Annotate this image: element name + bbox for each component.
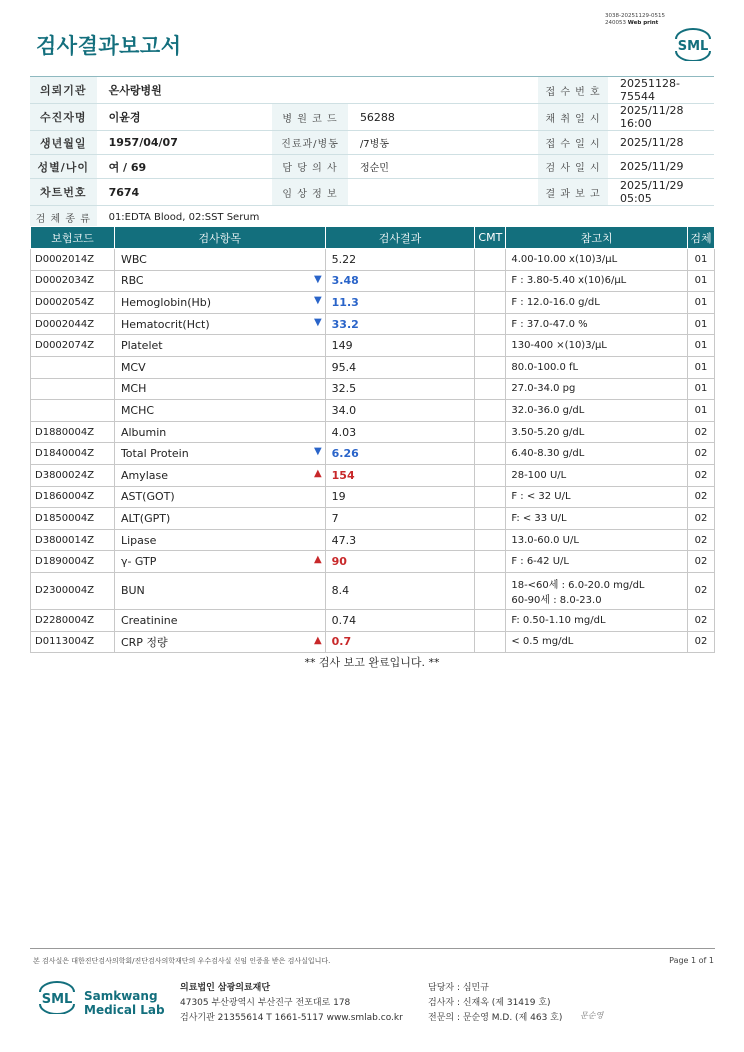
cell-result: 34.0 bbox=[325, 400, 475, 422]
cell-result: 154 bbox=[325, 464, 475, 486]
institution-info bbox=[180, 981, 403, 1026]
cell-cmt bbox=[475, 421, 506, 443]
low-flag-icon: ▼ bbox=[313, 316, 322, 328]
cell-specimen: 02 bbox=[688, 421, 715, 443]
cell-ref bbox=[506, 551, 688, 573]
col-header-result: 검사결과 bbox=[325, 227, 475, 249]
cell-item bbox=[114, 292, 325, 314]
cell-ref bbox=[506, 609, 688, 631]
table-row bbox=[31, 292, 715, 314]
cell-ref bbox=[506, 443, 688, 465]
cell-cmt bbox=[475, 631, 506, 653]
print-code bbox=[605, 13, 665, 27]
high-flag-icon: ▲ bbox=[313, 634, 322, 646]
cell-code: D2280004Z bbox=[31, 609, 115, 631]
value-receipt-no: 20251128-75544 bbox=[608, 77, 714, 104]
table-row bbox=[31, 443, 715, 465]
ref-line1: F : 6-42 U/L bbox=[511, 556, 569, 568]
item-name: RBC bbox=[120, 274, 144, 288]
cell-ref bbox=[506, 249, 688, 271]
staff-tester: 검사자 : 신재옥 (제 31419 호) bbox=[428, 998, 551, 1008]
table-row bbox=[31, 400, 715, 422]
cell-item bbox=[114, 249, 325, 271]
cell-code bbox=[31, 400, 115, 422]
cell-cmt bbox=[475, 270, 506, 292]
ref-line1: F: 0.50-1.10 mg/dL bbox=[511, 614, 606, 626]
ref-line1: F: < 33 U/L bbox=[511, 512, 567, 524]
cell-cmt bbox=[475, 313, 506, 335]
table-row bbox=[31, 551, 715, 573]
item-name: BUN bbox=[120, 584, 145, 598]
item-name: Total Protein bbox=[120, 447, 189, 461]
cell-ref bbox=[506, 631, 688, 653]
cell-code: D1880004Z bbox=[31, 421, 115, 443]
label-receipt-no: 접 수 번 호 bbox=[538, 77, 608, 104]
cell-ref bbox=[506, 421, 688, 443]
cell-specimen: 02 bbox=[688, 551, 715, 573]
value-dept: /7병동 bbox=[348, 131, 482, 155]
sml-logo bbox=[672, 27, 714, 61]
item-name: MCV bbox=[120, 360, 146, 374]
cell-result: 0.7 bbox=[325, 631, 475, 653]
cell-code: D2300004Z bbox=[31, 572, 115, 609]
cell-specimen: 01 bbox=[688, 249, 715, 271]
brand-line1: Samkwang bbox=[84, 989, 158, 1003]
footer-sml-logo bbox=[36, 980, 78, 1014]
cell-specimen: 01 bbox=[688, 270, 715, 292]
cell-code: D1890004Z bbox=[31, 551, 115, 573]
patient-info-table bbox=[30, 76, 714, 230]
logo-text: SML bbox=[677, 39, 709, 54]
cell-code bbox=[31, 378, 115, 400]
item-name: Lipase bbox=[120, 533, 157, 547]
ref-line1: 32.0-36.0 g/dL bbox=[511, 404, 585, 416]
item-name: ALT(GPT) bbox=[120, 511, 171, 525]
cell-item bbox=[114, 378, 325, 400]
cell-item bbox=[114, 508, 325, 530]
cell-result: 33.2 bbox=[325, 313, 475, 335]
ref-line1: F : < 32 U/L bbox=[511, 491, 571, 503]
institution-contact: 검사기관 21355614 T 1661-5117 www.smlab.co.kr bbox=[180, 1013, 403, 1023]
ref-line2: 60-90세 : 8.0-23.0 bbox=[511, 594, 602, 606]
footer-brand bbox=[84, 989, 165, 1017]
item-name: AST(GOT) bbox=[120, 490, 175, 504]
cell-cmt bbox=[475, 378, 506, 400]
cell-result: 8.4 bbox=[325, 572, 475, 609]
table-row bbox=[31, 378, 715, 400]
item-name: γ- GTP bbox=[120, 555, 157, 569]
cell-cmt bbox=[475, 551, 506, 573]
cell-item bbox=[114, 464, 325, 486]
institution-address: 47305 부산광역시 부산진구 전포대로 178 bbox=[180, 998, 351, 1008]
table-row bbox=[31, 249, 715, 271]
label-collect-date: 채 취 일 시 bbox=[538, 104, 608, 131]
col-header-item: 검사항목 bbox=[114, 227, 325, 249]
col-header-cmt: CMT bbox=[475, 227, 506, 249]
cell-result: 11.3 bbox=[325, 292, 475, 314]
print-code-line1: 3038-20251129-0515 bbox=[605, 13, 665, 19]
label-birth: 생년월일 bbox=[30, 131, 97, 155]
cell-cmt bbox=[475, 486, 506, 508]
cell-specimen: 01 bbox=[688, 335, 715, 357]
col-header-ref: 참고치 bbox=[506, 227, 688, 249]
signature: 문순영 bbox=[580, 1011, 604, 1020]
cell-ref bbox=[506, 464, 688, 486]
col-header-specimen: 검체 bbox=[688, 227, 715, 249]
report-title: 검사결과보고서 bbox=[36, 34, 182, 58]
cell-cmt bbox=[475, 508, 506, 530]
brand-line2: Medical Lab bbox=[84, 1003, 165, 1017]
label-test-date: 검 사 일 시 bbox=[538, 155, 608, 179]
high-flag-icon: ▲ bbox=[313, 554, 322, 566]
cell-ref bbox=[506, 270, 688, 292]
item-name: MCHC bbox=[120, 403, 155, 417]
cell-code: D1860004Z bbox=[31, 486, 115, 508]
label-report-date: 결 과 보 고 bbox=[538, 179, 608, 206]
cell-cmt bbox=[475, 335, 506, 357]
cell-item bbox=[114, 421, 325, 443]
ref-line1: F : 37.0-47.0 % bbox=[511, 318, 588, 330]
cell-specimen: 02 bbox=[688, 508, 715, 530]
ref-line1: 13.0-60.0 U/L bbox=[511, 534, 579, 546]
cell-code: D0113004Z bbox=[31, 631, 115, 653]
cell-ref bbox=[506, 486, 688, 508]
cell-result: 19 bbox=[325, 486, 475, 508]
cell-cmt bbox=[475, 292, 506, 314]
label-clinical: 임 상 정 보 bbox=[272, 179, 348, 206]
cell-result: 3.48 bbox=[325, 270, 475, 292]
table-row bbox=[31, 609, 715, 631]
cell-code: D0002054Z bbox=[31, 292, 115, 314]
cell-code: D0002014Z bbox=[31, 249, 115, 271]
staff-in-charge: 담당자 : 심민규 bbox=[428, 983, 489, 993]
cell-ref bbox=[506, 356, 688, 378]
cell-code: D1840004Z bbox=[31, 443, 115, 465]
value-patient: 이윤경 bbox=[97, 104, 273, 131]
table-row bbox=[31, 313, 715, 335]
cell-item bbox=[114, 529, 325, 551]
cell-specimen: 02 bbox=[688, 609, 715, 631]
table-row bbox=[31, 486, 715, 508]
value-hospital: 온사랑병원 bbox=[97, 77, 482, 104]
label-hospital: 의뢰기관 bbox=[30, 77, 97, 104]
label-specimen: 검 체 종 류 bbox=[30, 206, 97, 230]
cell-result: 90 bbox=[325, 551, 475, 573]
label-receipt-date: 접 수 일 시 bbox=[538, 131, 608, 155]
item-name: CRP 정량 bbox=[120, 635, 168, 649]
cell-cmt bbox=[475, 572, 506, 609]
cell-cmt bbox=[475, 356, 506, 378]
cell-code: D1850004Z bbox=[31, 508, 115, 530]
cell-item bbox=[114, 335, 325, 357]
cell-result: 47.3 bbox=[325, 529, 475, 551]
cell-ref bbox=[506, 313, 688, 335]
cell-item bbox=[114, 631, 325, 653]
cell-result: 7 bbox=[325, 508, 475, 530]
ref-line1: 6.40-8.30 g/dL bbox=[511, 448, 585, 460]
cell-result: 4.03 bbox=[325, 421, 475, 443]
cell-item bbox=[114, 572, 325, 609]
ref-line1: 4.00-10.00 x(10)3/μL bbox=[511, 253, 618, 265]
cell-ref bbox=[506, 529, 688, 551]
accreditation-note: 본 검사실은 대한진단검사의학회/진단검사의학재단의 우수검사실 신임 인증을 받은 검사실입니다. bbox=[33, 957, 331, 965]
item-name: Albumin bbox=[120, 425, 167, 439]
low-flag-icon: ▼ bbox=[313, 295, 322, 307]
cell-cmt bbox=[475, 249, 506, 271]
cell-item bbox=[114, 609, 325, 631]
value-chart: 7674 bbox=[97, 179, 273, 206]
ref-line1: 18-<60세 : 6.0-20.0 mg/dL bbox=[511, 579, 645, 591]
item-name: WBC bbox=[120, 252, 147, 266]
cell-item bbox=[114, 356, 325, 378]
ref-line1: 130-400 ×(10)3/μL bbox=[511, 340, 607, 352]
results-header-row bbox=[31, 227, 715, 249]
table-row bbox=[31, 529, 715, 551]
cell-code bbox=[31, 356, 115, 378]
cell-cmt bbox=[475, 464, 506, 486]
institution-name: 의료법인 삼광의료재단 bbox=[180, 983, 271, 993]
cell-specimen: 02 bbox=[688, 572, 715, 609]
cell-specimen: 01 bbox=[688, 378, 715, 400]
item-name: Platelet bbox=[120, 339, 163, 353]
cell-cmt bbox=[475, 400, 506, 422]
cell-result: 0.74 bbox=[325, 609, 475, 631]
cell-code: D3800014Z bbox=[31, 529, 115, 551]
ref-line1: 28-100 U/L bbox=[511, 469, 567, 481]
ref-line1: < 0.5 mg/dL bbox=[511, 636, 574, 648]
cell-code: D3800024Z bbox=[31, 464, 115, 486]
value-receipt-date: 2025/11/28 bbox=[608, 131, 714, 155]
cell-result: 5.22 bbox=[325, 249, 475, 271]
print-code-line2: 240053 bbox=[605, 20, 626, 26]
ref-line1: F : 12.0-16.0 g/dL bbox=[511, 296, 600, 308]
cell-item bbox=[114, 443, 325, 465]
cell-item bbox=[114, 486, 325, 508]
table-row bbox=[31, 421, 715, 443]
cell-item bbox=[114, 270, 325, 292]
col-header-code: 보험코드 bbox=[31, 227, 115, 249]
value-collect-date: 2025/11/28 16:00 bbox=[608, 104, 714, 131]
cell-ref bbox=[506, 335, 688, 357]
cell-result: 95.4 bbox=[325, 356, 475, 378]
table-row bbox=[31, 270, 715, 292]
value-sex-age: 여 / 69 bbox=[97, 155, 273, 179]
table-row bbox=[31, 508, 715, 530]
value-birth: 1957/04/07 bbox=[97, 131, 273, 155]
label-patient: 수진자명 bbox=[30, 104, 97, 131]
cell-ref bbox=[506, 292, 688, 314]
footer-divider bbox=[30, 948, 715, 949]
value-specimen: 01:EDTA Blood, 02:SST Serum bbox=[97, 206, 714, 230]
label-doctor: 담 당 의 사 bbox=[272, 155, 348, 179]
cell-specimen: 02 bbox=[688, 464, 715, 486]
cell-cmt bbox=[475, 443, 506, 465]
footer-logo-text: SML bbox=[41, 992, 73, 1007]
cell-specimen: 02 bbox=[688, 443, 715, 465]
cell-specimen: 01 bbox=[688, 400, 715, 422]
label-hosp-code: 병 원 코 드 bbox=[272, 104, 348, 131]
results-table bbox=[30, 226, 715, 653]
ref-line1: 80.0-100.0 fL bbox=[511, 361, 579, 373]
cell-ref bbox=[506, 572, 688, 609]
value-test-date: 2025/11/29 bbox=[608, 155, 714, 179]
cell-specimen: 02 bbox=[688, 631, 715, 653]
cell-cmt bbox=[475, 529, 506, 551]
cell-specimen: 02 bbox=[688, 529, 715, 551]
cell-code: D0002074Z bbox=[31, 335, 115, 357]
table-row bbox=[31, 631, 715, 653]
cell-result: 6.26 bbox=[325, 443, 475, 465]
cell-ref bbox=[506, 508, 688, 530]
ref-line1: F : 3.80-5.40 x(10)6/μL bbox=[511, 275, 627, 287]
low-flag-icon: ▼ bbox=[313, 446, 322, 458]
value-doctor: 정순민 bbox=[348, 155, 482, 179]
ref-line1: 3.50-5.20 g/dL bbox=[511, 426, 585, 438]
label-dept: 진료과/병동 bbox=[272, 131, 348, 155]
ref-line1: 27.0-34.0 pg bbox=[511, 383, 576, 395]
table-row bbox=[31, 572, 715, 609]
table-row bbox=[31, 335, 715, 357]
table-row bbox=[31, 464, 715, 486]
item-name: Hemoglobin(Hb) bbox=[120, 295, 212, 309]
cell-specimen: 01 bbox=[688, 313, 715, 335]
item-name: Hematocrit(Hct) bbox=[120, 317, 210, 331]
value-clinical bbox=[348, 179, 482, 206]
cell-result: 149 bbox=[325, 335, 475, 357]
page-number: Page 1 of 1 bbox=[669, 956, 714, 965]
value-hosp-code: 56288 bbox=[348, 104, 482, 131]
cell-cmt bbox=[475, 609, 506, 631]
item-name: MCH bbox=[120, 382, 147, 396]
cell-item bbox=[114, 551, 325, 573]
cell-specimen: 01 bbox=[688, 292, 715, 314]
cell-specimen: 02 bbox=[688, 486, 715, 508]
cell-code: D0002044Z bbox=[31, 313, 115, 335]
item-name: Amylase bbox=[120, 468, 168, 482]
table-row bbox=[31, 356, 715, 378]
low-flag-icon: ▼ bbox=[313, 273, 322, 285]
cell-item bbox=[114, 313, 325, 335]
staff-info bbox=[428, 981, 562, 1026]
completion-message: ** 검사 보고 완료입니다. ** bbox=[304, 656, 440, 669]
web-print-label: Web print bbox=[627, 20, 659, 26]
high-flag-icon: ▲ bbox=[313, 467, 322, 479]
label-chart: 차트번호 bbox=[30, 179, 97, 206]
item-name: Creatinine bbox=[120, 613, 178, 627]
cell-result: 32.5 bbox=[325, 378, 475, 400]
value-report-date: 2025/11/29 05:05 bbox=[608, 179, 714, 206]
staff-specialist: 전문의 : 문순영 M.D. (제 463 호) bbox=[428, 1013, 563, 1023]
cell-ref bbox=[506, 378, 688, 400]
cell-specimen: 01 bbox=[688, 356, 715, 378]
cell-code: D0002034Z bbox=[31, 270, 115, 292]
cell-item bbox=[114, 400, 325, 422]
label-sex-age: 성별/나이 bbox=[30, 155, 97, 179]
cell-ref bbox=[506, 400, 688, 422]
